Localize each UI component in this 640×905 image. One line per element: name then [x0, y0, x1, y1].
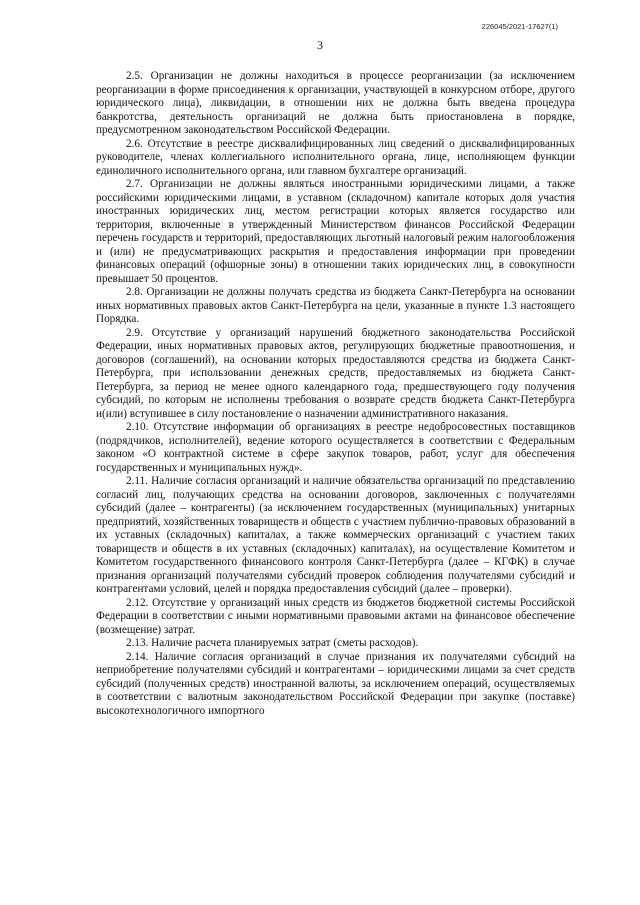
paragraph-2-10: 2.10. Отсутствие информации об организациях в реестре недобросовестных поставщиков (подрядчиков, исполнителей), ведение которого осуществляется в соответствии с Федеральным законом «О контрактной системе в сфере закупок товаров, работ, услуг для обеспечения государственных и муниципальных нужд». — [96, 421, 575, 474]
paragraph-2-11: 2.11. Наличие согласия организаций и наличие обязательства организаций по представлению согласий лиц, получающих средства на основании договоров, заключенных с получателями субсидий (далее – контрагенты) (за исключением государственных (муниципальных) унитарных предприятий, хозяйственных товариществ и обществ с участием публично-правовых образований в их уставных (складочных) капиталах, а также коммерческих организаций с участием таких товариществ и обществ в их уставных (складочных) капиталах), на осуществление Комитетом и Комитетом государственного финансового контроля Санкт-Петербурга (далее – КГФК) в случае признания организаций получателями субсидий проверок соблюдения получателями субсидий и контрагентами условий, целей и порядка предоставления субсидий (далее – проверки). — [96, 475, 575, 595]
document-id: 226045/2021-17627(1) — [481, 22, 558, 31]
paragraph-2-13: 2.13. Наличие расчета планируемых затрат (сметы расходов). — [126, 637, 419, 649]
paragraph-2-9: 2.9. Отсутствие у организаций нарушений бюджетного законодательства Российской Федерации, иных нормативных правовых актов, регулирующих бюджетные правоотношения, и договоров (соглашений), на основании которых предоставляются средства из бюджета Санкт-Петербурга, при использовании денежных средств, предоставляемых из бюджета Санкт-Петербурга, за период не менее одного календарного года, предшествующего году получения субсидий, по которым не исполнены требования о возврате средств бюджета Санкт-Петербурга и(или) вступившее в силу постановление о назначении административного наказания. — [96, 326, 575, 420]
paragraph-2-5: 2.5. Организации не должны находиться в процессе реорганизации (за исключением реорганизации в форме присоединения к организации, участвующей в конкурсном отборе, другого юридического лица), ликвидации, в отношении них не должна быть введена процедура банкротства, деятельность организаций не должна быть приостановлена в порядке, предусмотренном законодательством Российской Федерации. — [96, 70, 575, 136]
paragraph-2-6: 2.6. Отсутствие в реестре дисквалифицированных лиц сведений о дисквалифицированных руководителе, членах коллегиального исполнительного органа, лице, исполняющем функции единоличного исполнительного органа, или главном бухгалтере организаций. — [96, 137, 575, 177]
page-number: 3 — [317, 38, 323, 52]
paragraph-2-14: 2.14. Наличие согласия организаций в случае признания их получателями субсидий на неприобретение получателями субсидий и контрагентами – юридическими лицами за счет средств субсидий (полученных средств) иностранной валюты, за исключением операций, осуществляемых в соответствии с валютным законодательством Российской Федерации при закупке (поставке) высокотехнологичного импортного — [96, 650, 575, 717]
document-body — [96, 70, 575, 718]
paragraph-2-8: 2.8. Организации не должны получать средства из бюджета Санкт-Петербурга на основании иных нормативных правовых актов Санкт-Петербурга на цели, указанные в пункте 1.3 настоящего Порядка. — [96, 286, 575, 325]
paragraph-2-12: 2.12. Отсутствие у организаций иных средств из бюджетов бюджетной системы Российской Федерации в соответствии с иными нормативными правовыми актами на финансовое обеспечение (возмещение) затрат. — [96, 596, 575, 636]
paragraph-2-7: 2.7. Организации не должны являться иностранными юридическими лицами, а также российскими юридическими лицами, в уставном (складочном) капитале которых доля участия иностранных юридических лиц, местом регистрации которых является государство или территория, включенные в утвержденный Министерством финансов Российской Федерации перечень государств и территорий, предоставляющих льготный налоговый режим налогообложения и (или) не предусматривающих раскрытия и предоставления информации при проведении финансовых операций (офшорные зоны) в отношении таких юридических лиц, в совокупности превышает 50 процентов. — [96, 178, 575, 285]
